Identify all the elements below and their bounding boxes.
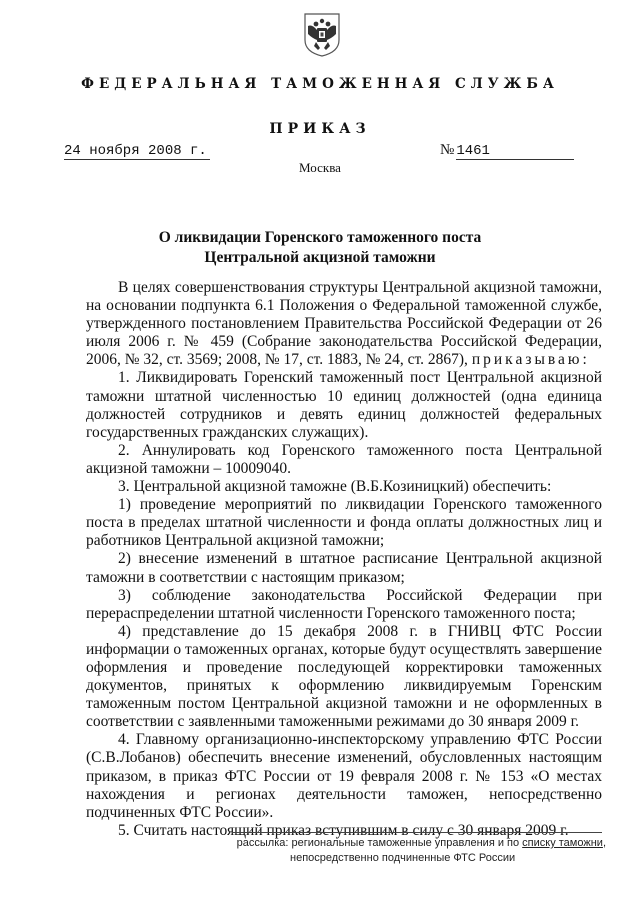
order-subitem: 1) проведение мероприятий по ликвидации Горенского таможенного поста в пределах штатной численности и фонда оплаты должностных лиц и работников Центральной акцизной таможни; (86, 496, 602, 550)
mailing-line-1 (226, 836, 606, 851)
order-date: 24 ноября 2008 г. (64, 143, 210, 160)
mailing-list (226, 836, 606, 866)
order-subitem: 2) внесение изменений в штатное расписание Центральной акцизной таможни в соответствии с настоящим приказом; (86, 550, 602, 586)
agency-name: ФЕДЕРАЛЬНАЯ ТАМОЖЕННАЯ СЛУЖБА (81, 76, 559, 92)
order-item: 3. Центральной акцизной таможне (В.Б.Козиницкий) обеспечить: (118, 478, 552, 496)
order-item: 1. Ликвидировать Горенский таможенный пост Центральной акцизной таможни штатной численностью 10 единиц должностей (одна единица должностей сотрудников и девять единиц должностей федеральных государственных гражданских служащих). (86, 369, 602, 441)
mailing-prefix: рассылка: региональные таможенные управления и по (236, 837, 523, 849)
subject-line-1: О ликвидации Горенского таможенного поста (158, 229, 482, 246)
preamble-text: В целях совершенствования структуры Центральной акцизной таможни, на основании подпункта 6.1 Положения о Федеральной таможенной службе, утвержденного постановлением Правительства Российской Федерации от 26 июля 2006 г. № 459 (Собрание законодательства Российской Федерации, 2006, № 32, ст. 3569; 2008, № 17, ст. 1883, № 24, ст. 2867), (86, 279, 602, 369)
preamble (86, 279, 602, 369)
mailing-link[interactable]: списку таможни (522, 837, 603, 849)
subject-line-2: Центральной акцизной таможни (204, 249, 436, 266)
footer-divider (232, 832, 602, 833)
document-type: ПРИКАЗ (269, 121, 371, 137)
order-word: приказываю: (471, 351, 590, 369)
mailing-line-2: непосредственно подчиненные ФТС России (290, 852, 516, 864)
order-subitem: 3) соблюдение законодательства Российской Федерации при перераспределении штатной численности Горенского таможенного поста; (86, 586, 602, 622)
order-subitem: 4) представление до 15 декабря 2008 г. в ГНИВЦ ФТС России информации о таможенных органах, которые будут осуществлять завершение оформления и проведение последующей корректировки таможенных документов, принятых к оформлению ликвидируемым Горенским таможенным постом Центральной акцизной таможни и не оформленных в соответствии с заявленными таможенными режимами до 30 января 2009 г. (86, 622, 602, 731)
mailing-suffix: , (602, 837, 606, 849)
order-number-block (440, 141, 586, 160)
order-body (86, 279, 602, 840)
order-item: 5. Считать настоящий приказ вступившим в силу с 30 января 2009 г. (118, 821, 569, 839)
order-item: 2. Аннулировать код Горенского таможенного поста Центральной акцизной таможни – 10009040. (86, 441, 602, 477)
city: Москва (299, 160, 341, 175)
coat-of-arms-icon (302, 10, 342, 58)
order-number: 1461 (456, 143, 574, 160)
order-subject (0, 228, 640, 268)
order-item: 4. Главному организационно-инспекторскому управлению ФТС России (С.В.Лобанов) обеспечить внесение изменений, обусловленных настоящим приказом, в приказ ФТС России от 19 февраля 2008 г. № 153 «О местах нахождения и регионах деятельности таможен, непосредственно подчиненных ФТС России». (86, 731, 602, 821)
number-sign: № (440, 142, 455, 158)
